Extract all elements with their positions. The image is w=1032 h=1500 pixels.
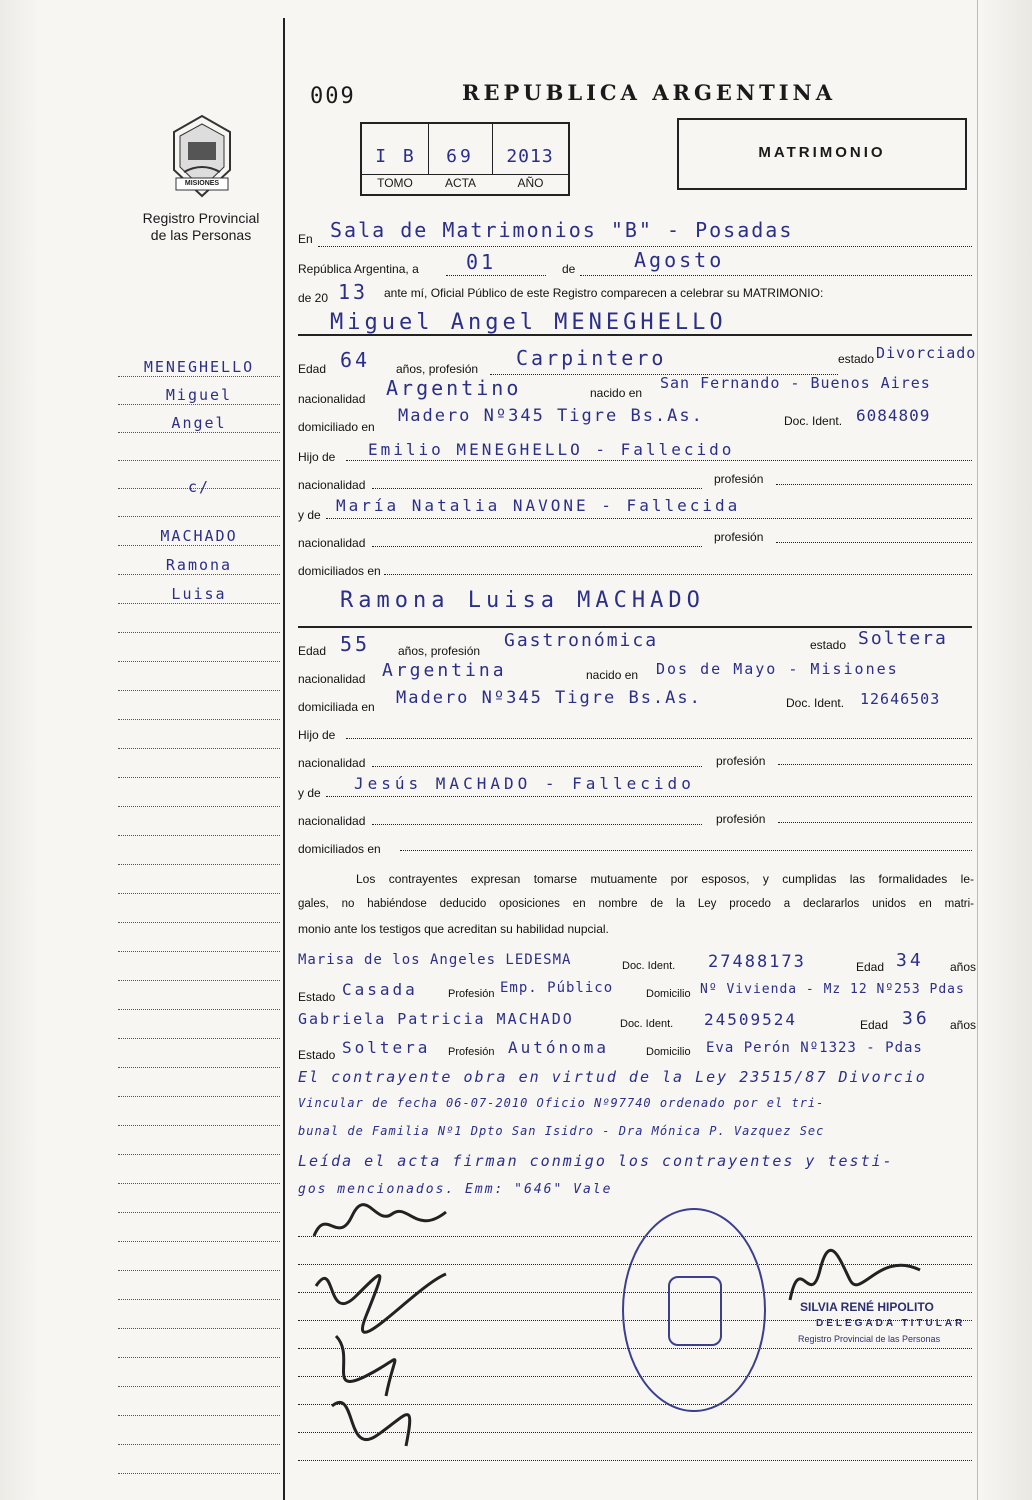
groom-doc: 6084809	[856, 406, 931, 425]
groom-nac-label: nacionalidad	[298, 392, 366, 406]
bride-dom2-label: domiciliados en	[298, 842, 381, 856]
margin-bride-surname: MACHADO	[160, 527, 238, 545]
bride-nationality: Argentina	[382, 660, 507, 681]
note-line3: bunal de Familia Nº1 Dpto San Isidro - Dra Mónica P. Vazquez Sec	[298, 1124, 825, 1138]
act-type: MATRIMONIO	[758, 144, 886, 161]
groom-age: 64	[340, 348, 371, 372]
declaration-line1: Los contrayentes expresan tomarse mutuamente por esposos, y cumplidas las formalidades le-	[356, 872, 974, 886]
groom-nationality: Argentino	[386, 376, 522, 400]
tomo-value: I B	[375, 146, 417, 167]
acta-label: ACTA	[444, 176, 477, 190]
note-line1: El contrayente obra en virtud de la Ley 23515/87 Divorcio	[298, 1068, 927, 1086]
misiones-coat-of-arms-logo	[166, 112, 238, 202]
bride-prof2-label: profesión	[716, 754, 766, 768]
en-label: En	[298, 232, 313, 246]
groom-hijo-label: Hijo de	[298, 450, 336, 464]
bride-prof3-label: profesión	[716, 812, 766, 826]
act-type-box	[677, 118, 967, 190]
registry-oval-stamp	[622, 1208, 766, 1412]
groom-nacido-label: nacido en	[590, 386, 643, 400]
groom-father: Emilio MENEGHELLO - Fallecido	[368, 440, 735, 459]
witness2-age: 36	[902, 1008, 930, 1029]
witness2-dom-label: Domicilio	[646, 1046, 691, 1058]
bride-estado-label: estado	[810, 638, 847, 652]
intro-statement: ante mí, Oficial Público de este Registro comparecen a celebrar su MATRIMONIO:	[384, 286, 824, 300]
bride-age: 55	[340, 632, 371, 656]
witness1-prof-label: Profesión	[448, 988, 495, 1000]
groom-prof3-label: profesión	[714, 530, 764, 544]
groom-status: Divorciado	[876, 344, 977, 362]
witness1-name: Marisa de los Angeles LEDESMA	[298, 952, 572, 968]
note-line4: Leída el acta firman conmigo los contrayentes y testi-	[298, 1152, 894, 1170]
bride-doc-label: Doc. Ident.	[786, 696, 845, 710]
witness1-estado-label: Estado	[298, 990, 336, 1004]
bride-doc: 12646503	[860, 690, 941, 708]
bride-yde-label: y de	[298, 786, 321, 800]
groom-doc-label: Doc. Ident.	[784, 414, 843, 428]
ceremony-place: Sala de Matrimonios "B" - Posadas	[330, 218, 794, 242]
ceremony-day: 01	[466, 250, 497, 274]
registry-name-line2: de las Personas	[150, 227, 252, 243]
groom-full-name: Miguel Angel MENEGHELLO	[330, 310, 727, 335]
official-name: SILVIA RENÉ HIPOLITO	[800, 1300, 934, 1314]
de-label: de	[562, 262, 576, 276]
logo-text: MISIONES	[184, 180, 220, 187]
declaration-line3: monio ante los testigos que acreditan su habilidad nupcial.	[298, 922, 609, 936]
witness2-anos-label: años	[950, 1018, 977, 1032]
groom-dom2-label: domiciliados en	[298, 564, 381, 578]
bride-nac3-label: nacionalidad	[298, 814, 366, 828]
groom-anos-label: años, profesión	[396, 362, 479, 376]
anio-label: AÑO	[517, 176, 544, 190]
bride-profession: Gastronómica	[504, 630, 659, 651]
note-line5: gos mencionados. Emm: "646" Vale	[298, 1182, 613, 1197]
groom-address: Madero Nº345 Tigre Bs.As.	[398, 406, 704, 426]
witness1-address: Nº Vivienda - Mz 12 Nº253 Pdas	[700, 982, 965, 997]
witness2-doc-label: Doc. Ident.	[620, 1018, 674, 1030]
bride-address: Madero Nº345 Tigre Bs.As.	[396, 688, 702, 708]
bride-dom-label: domiciliada en	[298, 700, 375, 714]
groom-edad-label: Edad	[298, 362, 327, 376]
groom-mother: María Natalia NAVONE - Fallecida	[336, 496, 741, 515]
bride-full-name: Ramona Luisa MACHADO	[340, 588, 705, 613]
bride-anos-label: años, profesión	[398, 644, 481, 658]
witness1-anos-label: años	[950, 960, 977, 974]
witness1-age: 34	[896, 950, 924, 971]
ceremony-year-suffix: 13	[338, 280, 369, 304]
right-edge-line	[977, 0, 978, 1500]
bride-birthplace: Dos de Mayo - Misiones	[656, 660, 899, 678]
page-number: 009	[310, 84, 356, 109]
margin-bride-name2: Luisa	[171, 585, 227, 603]
witness2-estado-label: Estado	[298, 1048, 336, 1062]
bride-status: Soltera	[858, 628, 948, 649]
groom-estado-label: estado	[838, 352, 875, 366]
witness1-dom-label: Domicilio	[646, 988, 691, 1000]
bride-edad-label: Edad	[298, 644, 327, 658]
note-line2: Vincular de fecha 06-07-2010 Oficio Nº97740 ordenado por el tri-	[298, 1096, 825, 1110]
witness1-doc-label: Doc. Ident.	[622, 960, 676, 972]
witness2-profession: Autónoma	[508, 1038, 610, 1057]
witness2-doc: 24509524	[704, 1010, 798, 1029]
bride-nac-label: nacionalidad	[298, 672, 366, 686]
margin-bride-name1: Ramona	[165, 556, 233, 574]
country-title: REPUBLICA ARGENTINA	[462, 80, 837, 105]
margin-divider	[283, 18, 285, 1500]
registry-name-line1: Registro Provincial	[142, 210, 260, 226]
witness1-edad-label: Edad	[856, 960, 885, 974]
groom-yde-label: y de	[298, 508, 321, 522]
groom-dom-label: domiciliado en	[298, 420, 375, 434]
contrayentes-signatures	[296, 1196, 496, 1476]
groom-nac2-label: nacionalidad	[298, 478, 366, 492]
tomo-label: TOMO	[377, 176, 413, 190]
bride-parent: Jesús MACHADO - Fallecido	[354, 774, 695, 793]
witness2-edad-label: Edad	[860, 1018, 889, 1032]
official-title: DELEGADA TITULAR	[816, 1318, 966, 1329]
republica-label: República Argentina, a	[298, 262, 419, 276]
witness2-status: Soltera	[342, 1038, 431, 1057]
bride-nacido-label: nacido en	[586, 668, 639, 682]
official-org: Registro Provincial de las Personas	[798, 1334, 941, 1344]
witness2-prof-label: Profesión	[448, 1046, 495, 1058]
margin-groom-name1: Miguel	[165, 386, 233, 404]
witness1-profession: Emp. Público	[500, 980, 614, 996]
witness2-address: Eva Perón Nº1323 - Pdas	[706, 1040, 923, 1056]
bride-hijo-label: Hijo de	[298, 728, 336, 742]
witness1-status: Casada	[342, 980, 418, 999]
year-prefix: de 20	[298, 291, 329, 305]
witness1-doc: 27488173	[708, 952, 806, 972]
declaration-line2: gales, no habiéndose deducido oposiciones en nombre de la Ley procedo a declararlos unidos en matri-	[298, 898, 974, 910]
act-reference-box	[360, 122, 570, 196]
anio-value: 2013	[506, 146, 554, 167]
groom-profession: Carpintero	[516, 346, 667, 370]
witness2-name: Gabriela Patricia MACHADO	[298, 1010, 574, 1028]
acta-value: 69	[446, 146, 474, 167]
groom-prof2-label: profesión	[714, 472, 764, 486]
bride-nac2-label: nacionalidad	[298, 756, 366, 770]
margin-connector: c/	[187, 478, 211, 496]
groom-nac3-label: nacionalidad	[298, 536, 366, 550]
margin-groom-name2: Angel	[171, 414, 227, 432]
ceremony-month: Agosto	[634, 248, 725, 272]
groom-birthplace: San Fernando - Buenos Aires	[660, 374, 931, 392]
margin-groom-surname: MENEGHELLO	[143, 358, 255, 376]
